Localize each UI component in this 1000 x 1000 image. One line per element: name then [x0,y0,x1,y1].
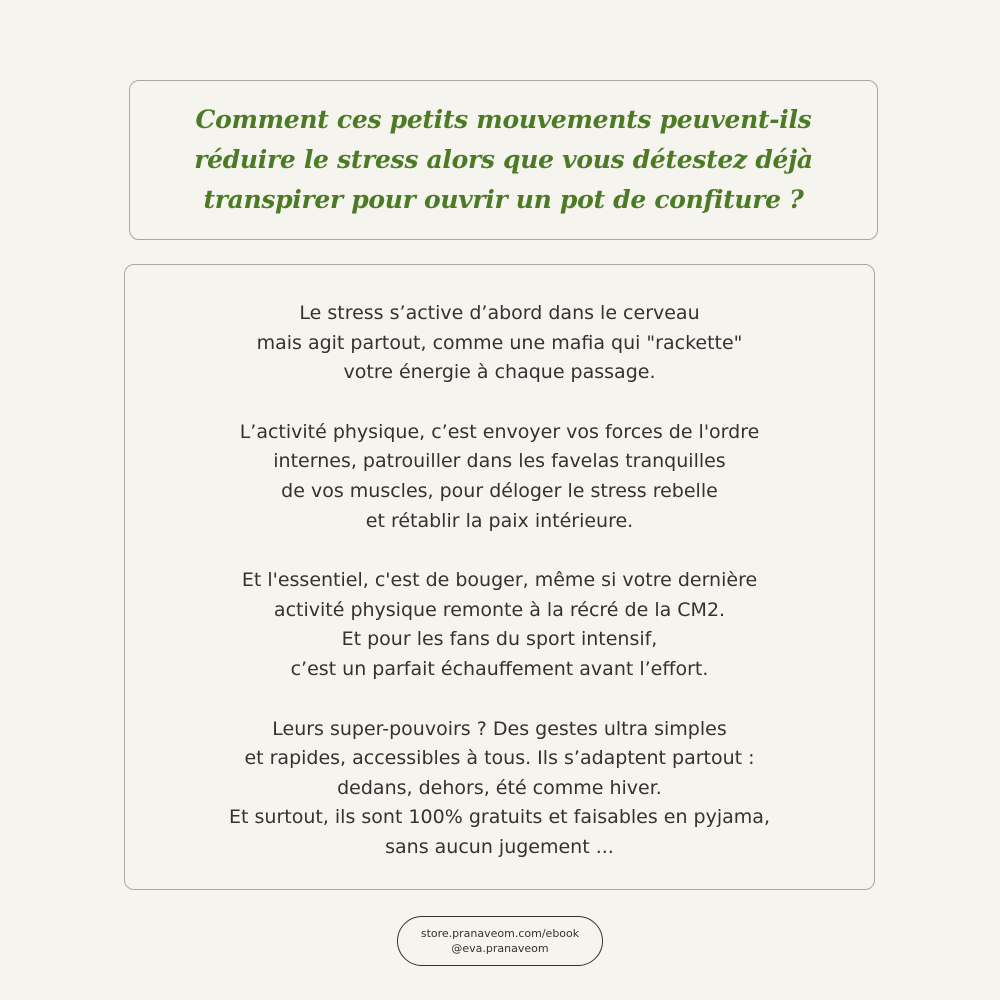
text-line: internes, patrouiller dans les favelas tranquilles [273,450,726,473]
website-link[interactable]: store.pranaveom.com/ebook [420,927,580,940]
text-line: et rétablir la paix intérieure. [365,509,634,532]
text-line: mais agit partout, comme une mafia qui "rackette" [256,331,743,354]
text-line: votre énergie à chaque passage. [343,361,656,384]
text-line: c’est un parfait échauffement avant l’effort. [290,657,709,680]
social-handle: @eva.pranaveom [451,942,549,955]
text-line: sans aucun jugement ... [385,835,614,858]
text-line: activité physique remonte à la récré de la CM2. [273,598,726,621]
title-card [129,80,878,240]
footer-credits [397,916,603,966]
text-line: Le stress s’active d’abord dans le cerveau [299,302,700,324]
content-card [124,264,875,890]
text-line: Et pour les fans du sport intensif, [341,628,658,651]
headline-line: transpirer pour ouvrir un pot de confiture ? [203,185,804,214]
paragraph-physical-activity [125,418,874,536]
text-line: L’activité physique, c’est envoyer vos forces de l'ordre [239,420,760,443]
paragraph-essential [125,566,874,684]
text-line: dedans, dehors, été comme hiver. [337,776,662,799]
text-line: et rapides, accessibles à tous. Ils s’adaptent partout : [244,747,755,770]
text-line: Et l'essentiel, c'est de bouger, même si votre dernière [241,569,758,592]
headline-question [194,100,813,220]
headline-line: réduire le stress alors que vous détestez déjà [194,145,813,174]
paragraph-stress [125,299,874,388]
text-line: de vos muscles, pour déloger le stress rebelle [281,479,718,502]
text-line: Et surtout, ils sont 100% gratuits et faisables en pyjama, [229,806,770,829]
headline-line: Comment ces petits mouvements peuvent-ils [195,105,812,134]
paragraph-superpowers [125,715,874,863]
text-line: Leurs super-pouvoirs ? Des gestes ultra simples [272,717,727,740]
